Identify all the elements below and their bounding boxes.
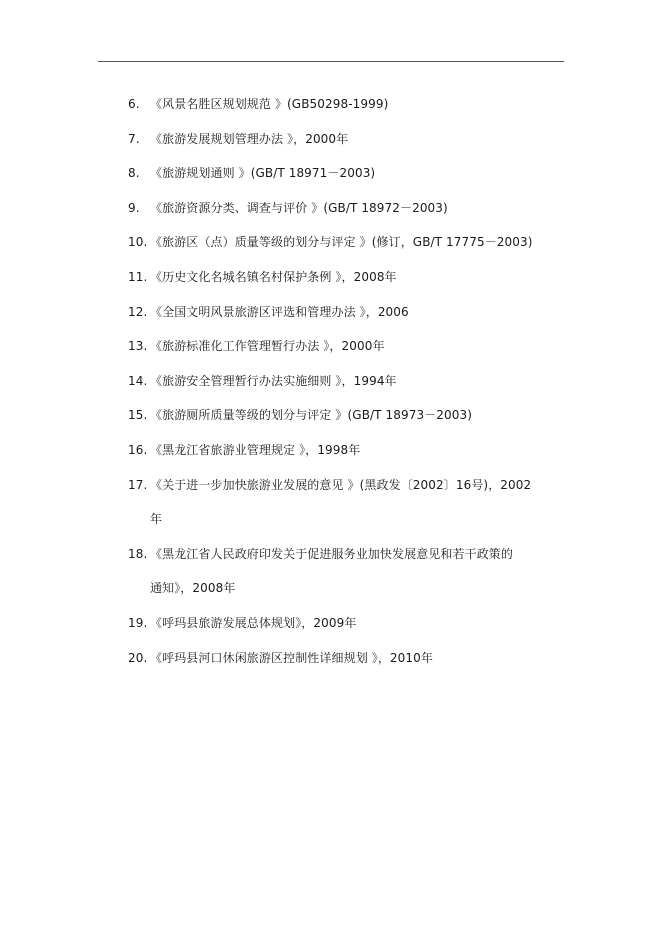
item-number: 7. — [128, 131, 140, 146]
list-item — [128, 433, 568, 468]
item-text: 《历史文化名城名镇名村保护条例 》，2008年 — [150, 269, 397, 284]
item-number: 13. — [128, 339, 148, 354]
item-number: 18. — [128, 546, 148, 561]
list-item — [128, 87, 568, 122]
item-number: 15. — [128, 408, 148, 423]
item-text: 《关于进一步加快旅游业发展的意见 》(黑政发〔2002〕16号)，2002 — [150, 477, 532, 492]
item-text: 《风景名胜区规划规范 》(GB50298-1999) — [150, 97, 389, 111]
list-item — [128, 329, 568, 364]
item-number: 8. — [128, 166, 140, 181]
item-text: 《呼玛县旅游发展总体规划》，2009年 — [150, 615, 357, 630]
list-item — [128, 122, 568, 157]
list-item — [128, 398, 568, 433]
item-number: 19. — [128, 615, 148, 630]
item-number: 9. — [128, 200, 140, 215]
item-number: 12. — [128, 304, 148, 319]
item-number: 10. — [128, 235, 148, 250]
list-item — [128, 537, 568, 606]
item-text: 《旅游规划通则 》(GB/T 18971－2003) — [150, 166, 376, 181]
reference-list — [128, 87, 568, 675]
list-item — [128, 156, 568, 191]
list-item — [128, 641, 568, 676]
list-item — [128, 225, 568, 260]
item-text: 《黑龙江省旅游业管理规定 》，1998年 — [150, 442, 361, 457]
item-text: 《旅游区（点）质量等级的划分与评定 》(修订，GB/T 17775－2003) — [150, 235, 533, 250]
item-number: 6. — [128, 97, 140, 111]
item-text: 《呼玛县河口休闲旅游区控制性详细规划 》，2010年 — [150, 650, 433, 665]
header-rule — [98, 61, 564, 62]
item-text: 《全国文明风景旅游区评选和管理办法 》，2006 — [150, 304, 409, 319]
list-item — [128, 364, 568, 399]
list-item — [128, 260, 568, 295]
list-item — [128, 295, 568, 330]
item-number: 20. — [128, 650, 148, 665]
item-number: 17. — [128, 477, 148, 492]
item-number: 14. — [128, 373, 148, 388]
item-number: 16. — [128, 442, 148, 457]
item-number: 11. — [128, 269, 148, 284]
list-item — [128, 191, 568, 226]
item-text: 《黑龙江省人民政府印发关于促进服务业加快发展意见和若干政策的 — [150, 546, 514, 561]
item-text: 《旅游资源分类、调查与评价 》(GB/T 18972－2003) — [150, 200, 448, 215]
list-item — [128, 468, 568, 537]
item-text: 《旅游厕所质量等级的划分与评定 》(GB/T 18973－2003) — [150, 408, 473, 423]
item-text-continued: 年 — [150, 512, 163, 527]
item-text: 《旅游标准化工作管理暂行办法 》，2000年 — [150, 339, 385, 354]
item-text: 《旅游发展规划管理办法 》，2000年 — [150, 131, 349, 146]
list-item — [128, 606, 568, 641]
item-text-continued: 通知》，2008年 — [150, 581, 236, 596]
item-text: 《旅游安全管理暂行办法实施细则 》，1994年 — [150, 373, 397, 388]
